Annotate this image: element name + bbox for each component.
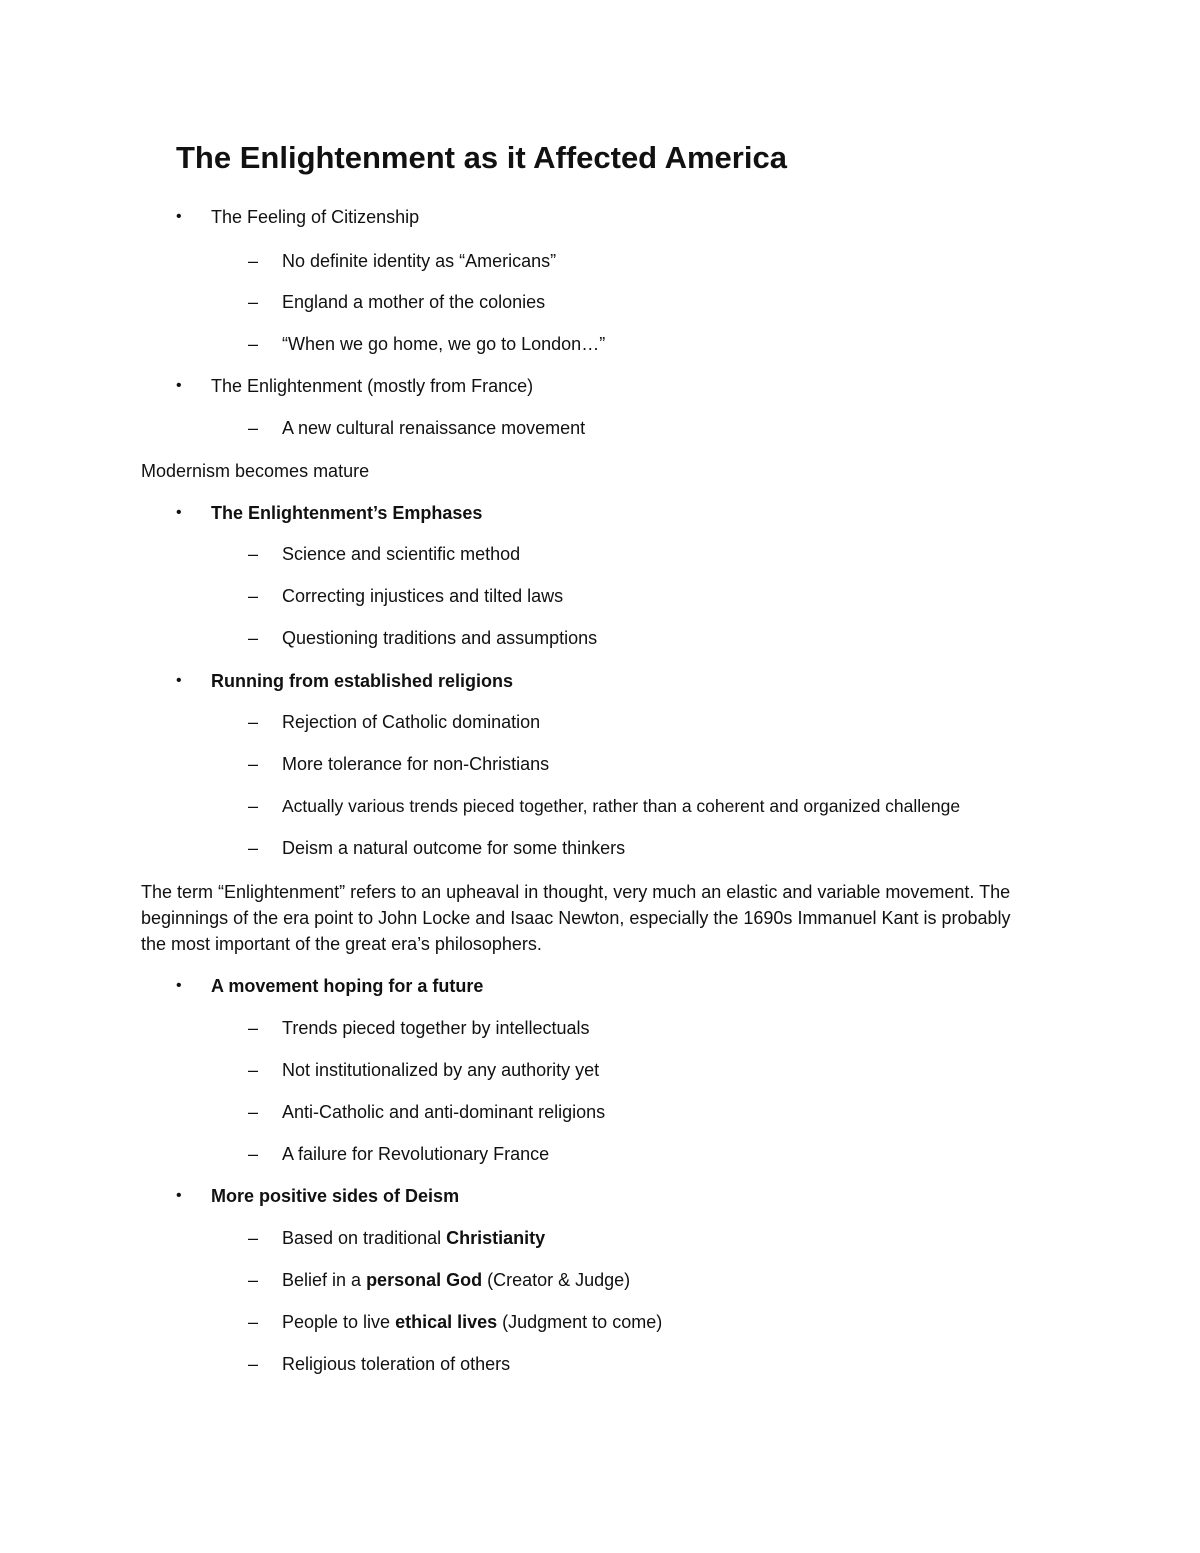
section-heading: The Feeling of Citizenship (211, 207, 420, 227)
dash-icon: – (248, 1102, 259, 1122)
list-item: A new cultural renaissance movement (282, 418, 586, 438)
list-item: Anti-Catholic and anti-dominant religions (282, 1102, 606, 1122)
bullet-icon: • (176, 504, 182, 521)
list-item: Actually various trends pieced together, rather than a coherent and organized challenge (282, 796, 961, 816)
section-heading: Running from established religions (211, 671, 514, 691)
bullet-icon: • (176, 1187, 182, 1204)
bullet-icon: • (176, 208, 182, 225)
dash-icon: – (248, 1018, 259, 1038)
list-item: More tolerance for non-Christians (282, 754, 550, 774)
list-item-text: (Creator & Judge) (482, 1270, 631, 1290)
list-item: No definite identity as “Americans” (282, 251, 557, 271)
dash-icon: – (248, 292, 259, 312)
plain-text-line: Modernism becomes mature (141, 461, 370, 481)
list-item (282, 1268, 630, 1292)
list-item: Religious toleration of others (282, 1354, 511, 1374)
list-item: A failure for Revolutionary France (282, 1144, 550, 1164)
list-item (282, 1310, 662, 1334)
list-item: Deism a natural outcome for some thinkers (282, 838, 626, 858)
list-item-emphasis: ethical lives (395, 1312, 498, 1332)
list-item-emphasis: Christianity (446, 1228, 546, 1248)
section-heading: A movement hoping for a future (211, 976, 484, 996)
list-item: England a mother of the colonies (282, 292, 546, 312)
list-item: Correcting injustices and tilted laws (282, 586, 564, 606)
dash-icon: – (248, 1270, 259, 1290)
bullet-icon: • (176, 672, 182, 689)
list-item-text: Based on traditional (282, 1228, 447, 1248)
dash-icon: – (248, 628, 259, 648)
bullet-icon: • (176, 377, 182, 394)
dash-icon: – (248, 838, 259, 858)
dash-icon: – (248, 796, 259, 816)
list-item-emphasis: personal God (366, 1270, 483, 1290)
list-item: Questioning traditions and assumptions (282, 628, 598, 648)
dash-icon: – (248, 712, 259, 732)
list-item: “When we go home, we go to London…” (282, 334, 606, 354)
dash-icon: – (248, 586, 259, 606)
bullet-icon: • (176, 977, 182, 994)
dash-icon: – (248, 1144, 259, 1164)
dash-icon: – (248, 1312, 259, 1332)
list-item: Rejection of Catholic domination (282, 712, 541, 732)
list-item: Science and scientific method (282, 544, 521, 564)
dash-icon: – (248, 1228, 259, 1248)
dash-icon: – (248, 754, 259, 774)
section-heading: The Enlightenment’s Emphases (211, 503, 483, 523)
dash-icon: – (248, 1354, 259, 1374)
list-item: Trends pieced together by intellectuals (282, 1018, 590, 1038)
dash-icon: – (248, 544, 259, 564)
dash-icon: – (248, 251, 259, 271)
list-item: Not institutionalized by any authority yet (282, 1060, 600, 1080)
dash-icon: – (248, 1060, 259, 1080)
dash-icon: – (248, 334, 259, 354)
body-paragraph: The term “Enlightenment” refers to an upheaval in thought, very much an elastic and variable movement. The beginnings of the era point to John Locke and Isaac Newton, especially the 1690s Immanuel Kant is probably the most important of the great era’s philosophers. (141, 882, 1011, 954)
document-title: The Enlightenment as it Affected America (176, 140, 787, 175)
list-item-text: People to live (282, 1312, 396, 1332)
list-item (282, 1226, 545, 1250)
section-heading: More positive sides of Deism (211, 1186, 460, 1206)
section-heading: The Enlightenment (mostly from France) (211, 376, 534, 396)
list-item-text: Belief in a (282, 1270, 367, 1290)
list-item-text: (Judgment to come) (497, 1312, 663, 1332)
dash-icon: – (248, 418, 259, 438)
